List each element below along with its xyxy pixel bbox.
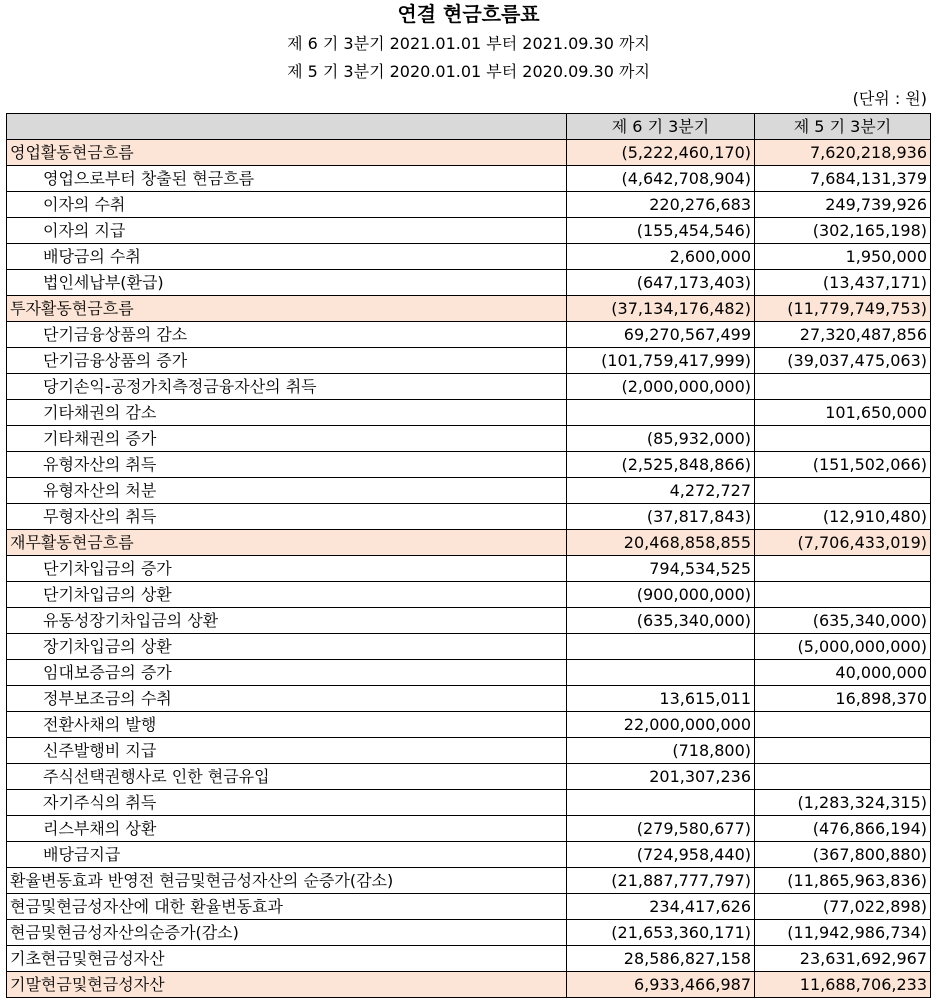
row-current-value: 2,600,000 xyxy=(567,244,755,270)
row-label: 단기금융상품의 증가 xyxy=(7,348,567,374)
row-current-value: (21,653,360,171) xyxy=(567,920,755,946)
row-current-value: (21,887,777,797) xyxy=(567,868,755,894)
row-prior-value: (77,022,898) xyxy=(755,894,931,920)
row-current-value: 220,276,683 xyxy=(567,192,755,218)
row-current-value: 201,307,236 xyxy=(567,764,755,790)
table-row xyxy=(7,946,931,972)
row-prior-value: (7,706,433,019) xyxy=(755,530,931,556)
row-prior-value: (302,165,198) xyxy=(755,218,931,244)
table-row xyxy=(7,582,931,608)
row-current-value xyxy=(567,790,755,816)
row-current-value: (900,000,000) xyxy=(567,582,755,608)
header-prior: 제 5 기 3분기 xyxy=(755,114,931,140)
period-prior: 제 5 기 3분기 2020.01.01 부터 2020.09.30 까지 xyxy=(287,62,650,81)
row-label: 신주발행비 지급 xyxy=(7,738,567,764)
header-item xyxy=(7,114,567,140)
table-row xyxy=(7,296,931,322)
row-current-value: (101,759,417,999) xyxy=(567,348,755,374)
row-current-value: (2,525,848,866) xyxy=(567,452,755,478)
row-label: 현금및현금성자산의순증가(감소) xyxy=(7,920,567,946)
row-prior-value: (1,283,324,315) xyxy=(755,790,931,816)
table-row xyxy=(7,712,931,738)
row-current-value: 28,586,827,158 xyxy=(567,946,755,972)
row-prior-value: 1,950,000 xyxy=(755,244,931,270)
row-label: 재무활동현금흐름 xyxy=(7,530,567,556)
row-current-value: 13,615,011 xyxy=(567,686,755,712)
row-label: 단기차입금의 상환 xyxy=(7,582,567,608)
row-label: 장기차입금의 상환 xyxy=(7,634,567,660)
row-prior-value: 16,898,370 xyxy=(755,686,931,712)
row-current-value: 234,417,626 xyxy=(567,894,755,920)
row-prior-value: 11,688,706,233 xyxy=(755,972,931,998)
row-label: 법인세납부(환급) xyxy=(7,270,567,296)
table-row xyxy=(7,790,931,816)
table-row xyxy=(7,140,931,166)
row-prior-value: 27,320,487,856 xyxy=(755,322,931,348)
row-prior-value xyxy=(755,764,931,790)
table-row xyxy=(7,322,931,348)
row-label: 주식선택권행사로 인한 현금유입 xyxy=(7,764,567,790)
table-row xyxy=(7,556,931,582)
row-current-value xyxy=(567,660,755,686)
row-label: 배당금지급 xyxy=(7,842,567,868)
table-row xyxy=(7,166,931,192)
table-header-row xyxy=(7,114,931,140)
row-prior-value: (5,000,000,000) xyxy=(755,634,931,660)
row-current-value: 4,272,727 xyxy=(567,478,755,504)
table-row xyxy=(7,504,931,530)
table-row xyxy=(7,452,931,478)
row-current-value: (5,222,460,170) xyxy=(567,140,755,166)
row-current-value: (155,454,546) xyxy=(567,218,755,244)
row-current-value: 22,000,000,000 xyxy=(567,712,755,738)
row-label: 단기차입금의 증가 xyxy=(7,556,567,582)
row-label: 유동성장기차입금의 상환 xyxy=(7,608,567,634)
table-row xyxy=(7,868,931,894)
row-label: 현금및현금성자산에 대한 환율변동효과 xyxy=(7,894,567,920)
row-current-value: (37,817,843) xyxy=(567,504,755,530)
row-current-value: (718,800) xyxy=(567,738,755,764)
row-prior-value: 40,000,000 xyxy=(755,660,931,686)
table-row xyxy=(7,608,931,634)
row-current-value: (647,173,403) xyxy=(567,270,755,296)
row-current-value: (279,580,677) xyxy=(567,816,755,842)
row-label: 정부보조금의 수취 xyxy=(7,686,567,712)
row-label: 기타채권의 증가 xyxy=(7,426,567,452)
row-prior-value: (11,865,963,836) xyxy=(755,868,931,894)
table-row xyxy=(7,634,931,660)
cash-flow-table xyxy=(6,113,931,998)
row-prior-value: (12,910,480) xyxy=(755,504,931,530)
row-current-value: 69,270,567,499 xyxy=(567,322,755,348)
table-row xyxy=(7,972,931,998)
row-label: 자기주식의 취득 xyxy=(7,790,567,816)
table-row xyxy=(7,894,931,920)
row-label: 영업활동현금흐름 xyxy=(7,140,567,166)
table-row xyxy=(7,738,931,764)
row-label: 환율변동효과 반영전 현금및현금성자산의 순증가(감소) xyxy=(7,868,567,894)
row-current-value: (2,000,000,000) xyxy=(567,374,755,400)
table-row xyxy=(7,374,931,400)
row-current-value: 794,534,525 xyxy=(567,556,755,582)
table-row xyxy=(7,842,931,868)
row-prior-value: (367,800,880) xyxy=(755,842,931,868)
row-prior-value: (39,037,475,063) xyxy=(755,348,931,374)
row-label: 기말현금및현금성자산 xyxy=(7,972,567,998)
table-row xyxy=(7,348,931,374)
header-current: 제 6 기 3분기 xyxy=(567,114,755,140)
table-row xyxy=(7,660,931,686)
table-row xyxy=(7,478,931,504)
statement-title: 연결 현금흐름표 xyxy=(397,2,540,26)
row-label: 영업으로부터 창출된 현금흐름 xyxy=(7,166,567,192)
row-prior-value xyxy=(755,374,931,400)
unit-label: (단위 : 원) xyxy=(852,89,927,108)
period-current: 제 6 기 3분기 2021.01.01 부터 2021.09.30 까지 xyxy=(287,34,650,53)
row-label: 임대보증금의 증가 xyxy=(7,660,567,686)
row-current-value: (724,958,440) xyxy=(567,842,755,868)
row-current-value xyxy=(567,634,755,660)
row-prior-value: 7,620,218,936 xyxy=(755,140,931,166)
row-label: 단기금융상품의 감소 xyxy=(7,322,567,348)
row-label: 기타채권의 감소 xyxy=(7,400,567,426)
table-row xyxy=(7,816,931,842)
row-prior-value xyxy=(755,426,931,452)
row-prior-value: 7,684,131,379 xyxy=(755,166,931,192)
row-current-value: 20,468,858,855 xyxy=(567,530,755,556)
row-prior-value: 249,739,926 xyxy=(755,192,931,218)
row-current-value: 6,933,466,987 xyxy=(567,972,755,998)
row-prior-value: (476,866,194) xyxy=(755,816,931,842)
row-label: 투자활동현금흐름 xyxy=(7,296,567,322)
row-label: 이자의 지급 xyxy=(7,218,567,244)
row-label: 유형자산의 처분 xyxy=(7,478,567,504)
row-current-value: (635,340,000) xyxy=(567,608,755,634)
row-prior-value xyxy=(755,712,931,738)
table-row xyxy=(7,192,931,218)
row-current-value: (37,134,176,482) xyxy=(567,296,755,322)
table-row xyxy=(7,920,931,946)
row-current-value xyxy=(567,400,755,426)
row-prior-value: (11,942,986,734) xyxy=(755,920,931,946)
table-row xyxy=(7,764,931,790)
row-prior-value xyxy=(755,556,931,582)
row-label: 무형자산의 취득 xyxy=(7,504,567,530)
table-row xyxy=(7,270,931,296)
row-prior-value xyxy=(755,582,931,608)
row-label: 이자의 수취 xyxy=(7,192,567,218)
row-prior-value: (635,340,000) xyxy=(755,608,931,634)
row-label: 기초현금및현금성자산 xyxy=(7,946,567,972)
table-row xyxy=(7,400,931,426)
row-current-value: (4,642,708,904) xyxy=(567,166,755,192)
row-label: 전환사채의 발행 xyxy=(7,712,567,738)
table-row xyxy=(7,530,931,556)
row-current-value: (85,932,000) xyxy=(567,426,755,452)
row-label: 배당금의 수취 xyxy=(7,244,567,270)
table-row xyxy=(7,686,931,712)
row-prior-value: 23,631,692,967 xyxy=(755,946,931,972)
row-label: 유형자산의 취득 xyxy=(7,452,567,478)
row-prior-value xyxy=(755,738,931,764)
row-prior-value: (11,779,749,753) xyxy=(755,296,931,322)
table-row xyxy=(7,244,931,270)
row-prior-value xyxy=(755,478,931,504)
table-row xyxy=(7,218,931,244)
row-prior-value: 101,650,000 xyxy=(755,400,931,426)
row-prior-value: (151,502,066) xyxy=(755,452,931,478)
row-label: 당기손익-공정가치측정금융자산의 취득 xyxy=(7,374,567,400)
row-label: 리스부채의 상환 xyxy=(7,816,567,842)
row-prior-value: (13,437,171) xyxy=(755,270,931,296)
table-row xyxy=(7,426,931,452)
